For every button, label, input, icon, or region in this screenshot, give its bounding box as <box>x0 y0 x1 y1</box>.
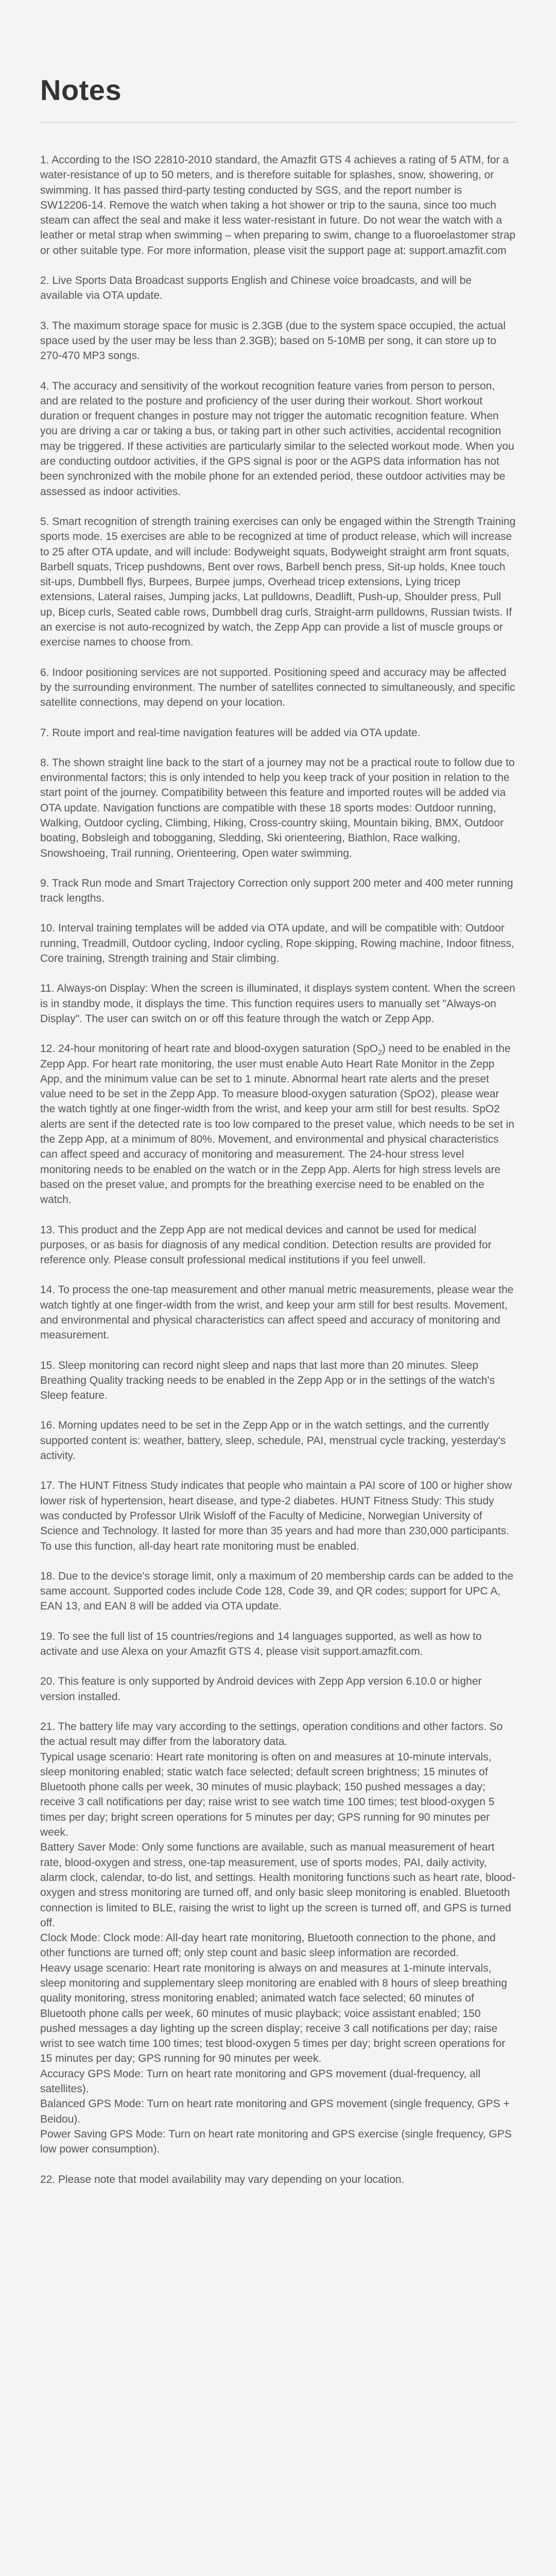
note-21-line: Heavy usage scenario: Heart rate monitoring is always on and measures at 1-minute intervals, sleep monitoring and supplementary sleep monitoring are enabled with 8 hours of sleep breathing quality monitoring, stress monitoring enabled; animated watch face selected; 60 minutes of Bluetooth phone calls per week, 60 minutes of music playback; voice assistant enabled; 150 pushed messages a day lighting up the screen display; receive 3 call notifications per day; raise wrist to see watch time 100 times; test blood-oxygen 5 times per day; bright screen operations for 15 minutes per day; GPS running for 90 minutes per week. <box>40 1962 508 2065</box>
note-21-line: Accuracy GPS Mode: Turn on heart rate monitoring and GPS movement (dual-frequency, all satellites). <box>40 2067 481 2095</box>
note-10: 10. Interval training templates will be added via OTA update, and will be compatible with: Outdoor running, Treadmill, Outdoor cycling, Indoor cycling, Rope skipping, Rowing machine, Indoor fitness, Core training, Strength training and Stair climbing. <box>40 922 514 965</box>
note-1: 1. According to the ISO 22810-2010 standard, the Amazfit GTS 4 achieves a rating of 5 ATM, for a water-resistance of up to 50 meters, and is therefore suitable for splashes, snow, showering, or swimming. It has passed third-party testing conducted by SGS, and the report number is SW12206-14. Remove the watch when taking a hot shower or trip to the sauna, since too much steam can affect the seal and make it less water-resistant in future. Do not wear the watch with a leather or metal strap when swimming – when preparing to swim, change to a fluoroelastomer strap or other suitable type. For more information, please visit the support page at: support.amazfit.com <box>40 154 516 257</box>
note-21-line: Clock Mode: Clock mode: All-day heart rate monitoring, Bluetooth connection to the phone, and other functions are turned off; only step count and basic sleep information are recorded. <box>40 1932 496 1959</box>
note-12-subscript: 2 <box>378 1048 382 1057</box>
note-21 <box>40 1719 516 2157</box>
note-2: 2. Live Sports Data Broadcast supports English and Chinese voice broadcasts, and will be available via OTA update. <box>40 275 472 302</box>
note-15: 15. Sleep monitoring can record night sleep and naps that last more than 20 minutes. Sleep Breathing Quality tracking needs to be enabled in the Zepp App or in the settings of the watch's Sleep feature. <box>40 1359 495 1402</box>
note-12-post: ) need to be enabled in the Zepp App. For heart rate monitoring, the user must enable Auto Heart Rate Monitor in the Zepp App, and the minimum value can be set to 1 minute. Abnormal heart rate alerts and the preset value need to be set in the Zepp App. To measure blood-oxygen saturation (SpO2), please wear the watch tightly at one finger-width from the wrist, and keep your arm still for best results. SpO2 alerts are sent if the detected rate is too low compared to the preset value, which needs to be set in the Zepp App, at a minimum of 80%. Movement, and environmental and physical characteristics can affect speed and accuracy of monitoring and measurement. The 24-hour stress level monitoring needs to be enabled on the watch or in the Zepp App. Alerts for high stress levels are based on the preset value, and prompts for the breathing exercise need to be enabled on the watch. <box>40 1043 515 1206</box>
note-9: 9. Track Run mode and Smart Trajectory Correction only support 200 meter and 400 meter running track lengths. <box>40 877 513 905</box>
notes-section <box>40 0 516 2576</box>
notes-title: Notes <box>40 74 122 106</box>
note-4: 4. The accuracy and sensitivity of the workout recognition feature varies from person to person, and are related to the posture and proficiency of the user during their workout. Short workout duration or frequent changes in posture may not trigger the automatic recognition feature. When you are driving a car or taking a bus, or taking part in other such activities, accidental recognition may be triggered. If these activities are particularly similar to the selected workout mode. When you are conducting outdoor activities, if the GPS signal is poor or the AGPS data information has not been synchronized with the mobile phone for an extended period, these outdoor activities may be assessed as indoor activities. <box>40 380 514 498</box>
notes-divider <box>40 122 516 123</box>
note-17: 17. The HUNT Fitness Study indicates that people who maintain a PAI score of 100 or higher show lower risk of hypertension, heart disease, and type-2 diabetes. HUNT Fitness Study: This study was conducted by Professor Ulrik Wisloff of the Faculty of Medicine, Norwegian University of Science and Technology. It lasted for more than 35 years and had more than 230,000 participants. To use this function, all-day heart rate monitoring must be enabled. <box>40 1480 512 1552</box>
note-19: 19. To see the full list of 15 countries/regions and 14 languages supported, as well as how to activate and use Alexa on your Amazfit GTS 4, please visit support.amazfit.com. <box>40 1630 482 1658</box>
note-14: 14. To process the one-tap measurement and other manual metric measurements, please wear the watch tightly at one finger-width from the wrist, and keep your arm still for best results. Movement, and environmental and physical characteristics can affect speed and accuracy of monitoring and measurement. <box>40 1284 514 1342</box>
note-16: 16. Morning updates need to be set in the Zepp App or in the watch settings, and the currently supported content is: weather, battery, sleep, schedule, PAI, menstrual cycle tracking, yesterday's activity. <box>40 1419 506 1462</box>
note-21-line: Typical usage scenario: Heart rate monitoring is often on and measures at 10-minute intervals, sleep monitoring enabled; static watch face selected; default screen brightness; 15 minutes of Bluetooth phone calls per week, 30 minutes of music playback; 150 pushed messages a day; receive 3 call notifications per day; raise wrist to see watch time 100 times; test blood-oxygen 5 times per day; bright screen operations for 5 minutes per day; GPS running for 90 minutes per week. <box>40 1751 495 1839</box>
note-21-line: 21. The battery life may vary according to the settings, operation conditions and other factors. So the actual result may differ from the laboratory data. <box>40 1720 503 1748</box>
note-21-line: Battery Saver Mode: Only some functions are available, such as manual measurement of heart rate, blood-oxygen and stress, one-tap measurement, use of sports modes, PAI, daily activity, alarm clock, calendar, to-do list, and settings. Health monitoring functions such as heart rate, blood-oxygen and stress monitoring are turned off, and only basic sleep monitoring is enabled. Bluetooth connection is limited to BLE, raising the wrist to light up the screen is turned off, and GPS is turned off. <box>40 1841 516 1929</box>
note-3: 3. The maximum storage space for music is 2.3GB (due to the system space occupied, the actual space used by the user may be less than 2.3GB); based on 5-10MB per song, it can store up to 270-470 MP3 songs. <box>40 319 506 362</box>
note-12-pre: 12. 24-hour monitoring of heart rate and blood-oxygen saturation (SpO <box>40 1043 378 1055</box>
note-21-line: Power Saving GPS Mode: Turn on heart rate monitoring and GPS exercise (single frequency, GPS low power consumption). <box>40 2128 512 2156</box>
note-8: 8. The shown straight line back to the start of a journey may not be a practical route to follow due to environmental factors; this is only intended to help you keep track of your position in relation to the start point of the journey. Compatibility between this feature and imported routes will be added via OTA update. Navigation functions are compatible with these 18 sports modes: Outdoor running, Walking, Outdoor cycling, Climbing, Hiking, Cross-country skiing, Mountain biking, BMX, Outdoor boating, Bobsleigh and tobogganing, Sledding, Ski orienteering, Biathlon, Race walking, Snowshoeing, Trail running, Orienteering, Open water swimming. <box>40 756 515 859</box>
note-12 <box>40 1041 516 1207</box>
note-5: 5. Smart recognition of strength training exercises can only be engaged within the Strength Training sports mode. 15 exercises are able to be recognized at time of product release, which will increase to 25 after OTA update, and will include: Bodyweight squats, Bodyweight straight arm front squats, Barbell squats, Tricep pushdowns, Bent over rows, Barbell bench press, Sit-up holds, Knee touch sit-ups, Dumbbell flys, Burpees, Burpee jumps, Overhead tricep extensions, Lying tricep extensions, Lateral raises, Jumping jacks, Lat pulldowns, Deadlift, Push-up, Shoulder press, Pull up, Bicep curls, Seated cable rows, Dumbbell drag curls, Straight-arm pulldowns, Russian twists. If an exercise is not auto-recognized by watch, the Zepp App can provide a list of muscle groups or exercise names to choose from. <box>40 515 516 649</box>
note-7: 7. Route import and real-time navigation features will be added via OTA update. <box>40 726 421 739</box>
note-6: 6. Indoor positioning services are not supported. Positioning speed and accuracy may be affected by the surrounding environment. The number of satellites connected to simultaneously, and specific satellite connections, may depend on your location. <box>40 666 515 709</box>
note-20: 20. This feature is only supported by Android devices with Zepp App version 6.10.0 or higher version installed. <box>40 1675 482 1703</box>
note-18: 18. Due to the device's storage limit, only a maximum of 20 membership cards can be added to the same account. Supported codes include Code 128, Code 39, and QR codes; support for UPC A, EAN 13, and EAN 8 will be added via OTA update. <box>40 1570 514 1613</box>
note-11: 11. Always-on Display: When the screen is illuminated, it displays system content. When the screen is in standby mode, it displays the time. This function requires users to manually set "Always-on Display". The user can switch on or off this feature through the watch or Zepp App. <box>40 982 515 1025</box>
note-13: 13. This product and the Zepp App are not medical devices and cannot be used for medical purposes, or as basis for diagnosis of any medical condition. Detection results are provided for reference only. Please consult professional medical institutions if you feel unwell. <box>40 1224 492 1266</box>
note-21-line: Balanced GPS Mode: Turn on heart rate monitoring and GPS movement (single frequency, GPS + Beidou). <box>40 2098 510 2125</box>
note-22: 22. Please note that model availability may vary depending on your location. <box>40 2173 405 2185</box>
